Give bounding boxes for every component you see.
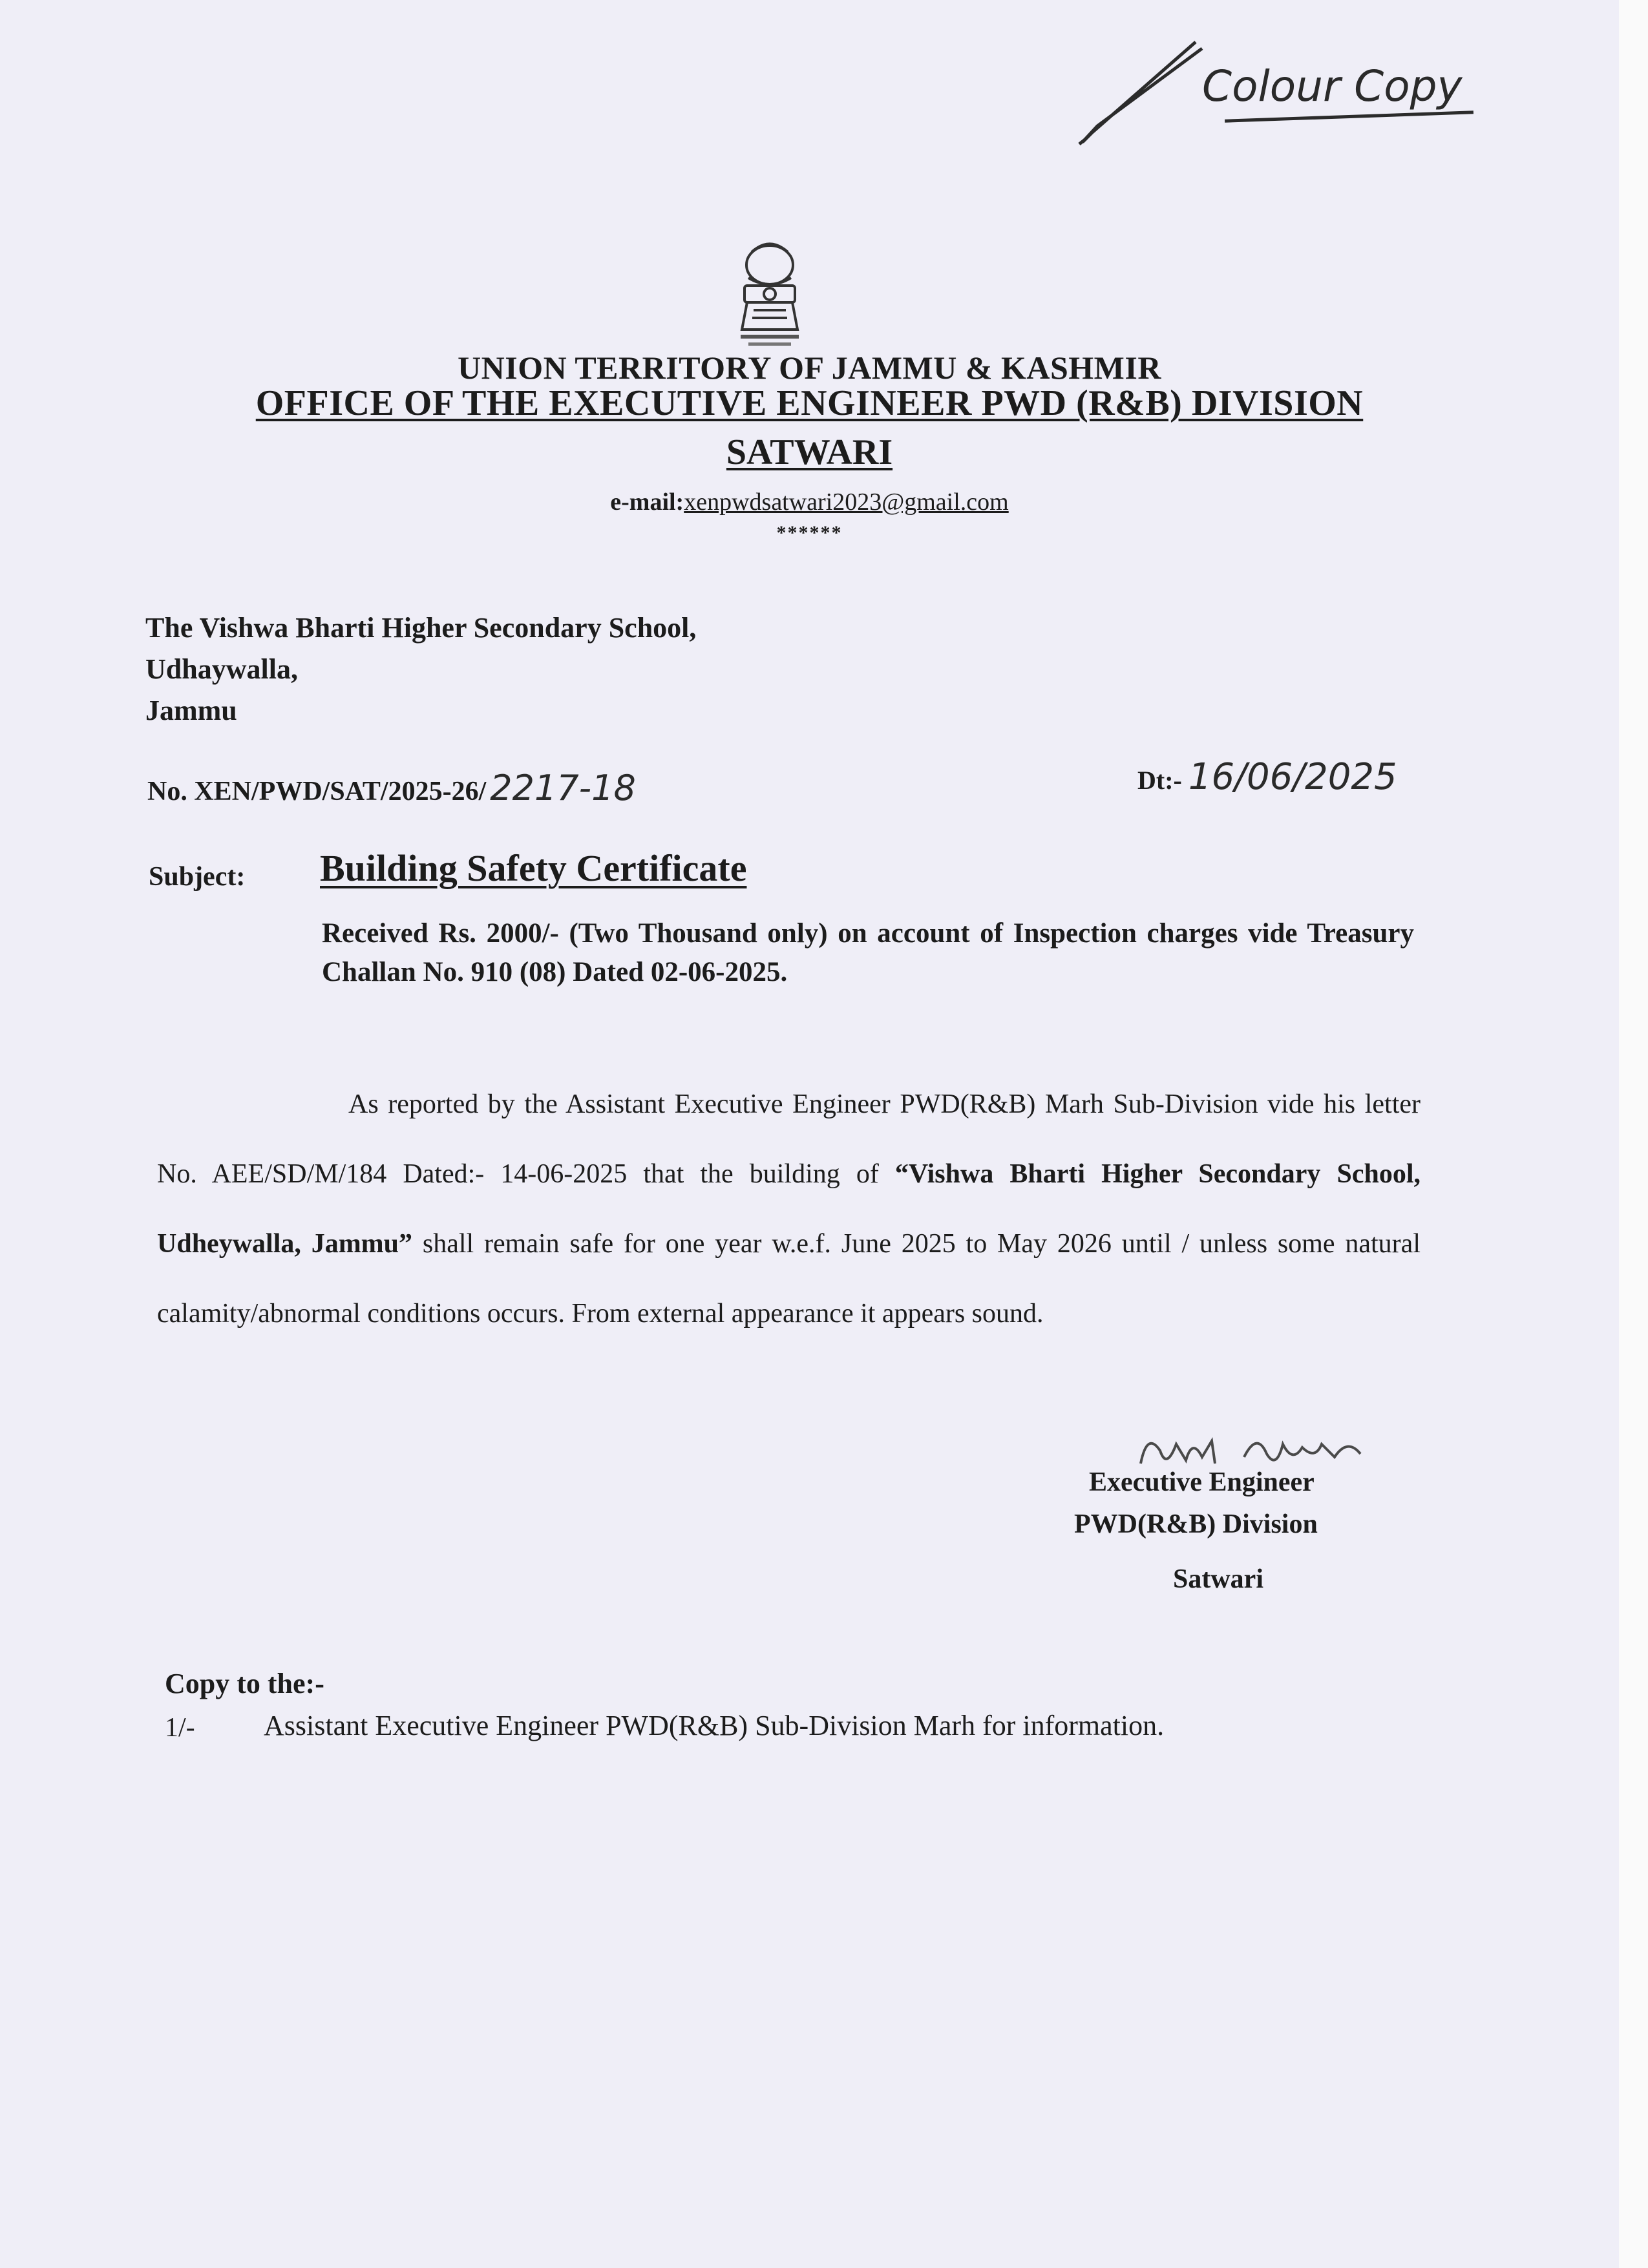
copy-to-heading: Copy to the:- [165, 1668, 324, 1699]
addressee-block [145, 607, 696, 731]
header-division-place: SATWARI [726, 432, 893, 472]
signatory-office: PWD(R&B) Division [1074, 1509, 1318, 1539]
addressee-line: Udhaywalla, [145, 653, 298, 685]
body-text-part2: shall remain safe for one year w.e.f. June 2025 to May 2026 until / unless some natural calamity/abnormal conditions occurs. From external appearance it appears sound. [157, 1229, 1421, 1328]
date-label: Dt:- [1137, 766, 1182, 795]
note-underline [1225, 110, 1474, 122]
reference-handwritten-number: 2217-18 [490, 768, 636, 808]
copy-to-item-number: 1/- [165, 1713, 195, 1743]
subject-label: Subject: [149, 862, 246, 892]
header-separator: ****** [776, 522, 843, 543]
header-union-territory: UNION TERRITORY OF JAMMU & KASHMIR [458, 350, 1161, 386]
scan-edge [1619, 0, 1648, 2268]
header-office-title: OFFICE OF THE EXECUTIVE ENGINEER PWD (R&B) DIVISION [255, 383, 1364, 423]
reference-prefix: No. XEN/PWD/SAT/2025-26/ [147, 777, 487, 806]
header-email [0, 488, 1619, 516]
body-paragraph [157, 1069, 1421, 1349]
signatory-place: Satwari [1173, 1564, 1263, 1594]
national-emblem-icon [723, 239, 817, 353]
received-statement: Received Rs. 2000/- (Two Thousand only) on account of Inspection charges vide Treasury Challan No. 910 (08) Dated 02-06-2025. [322, 918, 1414, 987]
pen-mark-icon [1066, 36, 1209, 145]
addressee-line: The Vishwa Bharti Higher Secondary School, [145, 612, 697, 644]
reference-date [1137, 756, 1397, 798]
date-handwritten: 16/06/2025 [1188, 756, 1397, 798]
copy-to-item-text: Assistant Executive Engineer PWD(R&B) Sub-Division Marh for information. [264, 1710, 1165, 1741]
addressee-line: Jammu [145, 695, 237, 726]
subject-title: Building Safety Certificate [320, 847, 747, 889]
reference-number [147, 768, 636, 808]
email-label: e-mail: [610, 488, 684, 516]
body-school-name: “Vishwa Bharti Higher Secondary School, Udheywalla, Jammu” [157, 1159, 1421, 1259]
email-address: xenpwdsatwari2023@gmail.com [684, 488, 1009, 516]
body-text-part1: As reported by the Assistant Executive Engineer PWD(R&B) Marh Sub-Division vide his letter No. AEE/SD/M/184 Dated:- 14-06-2025 that the building of [157, 1089, 1421, 1189]
signatory-title: Executive Engineer [1089, 1467, 1315, 1497]
handwritten-note: Colour Copy [1202, 61, 1463, 111]
